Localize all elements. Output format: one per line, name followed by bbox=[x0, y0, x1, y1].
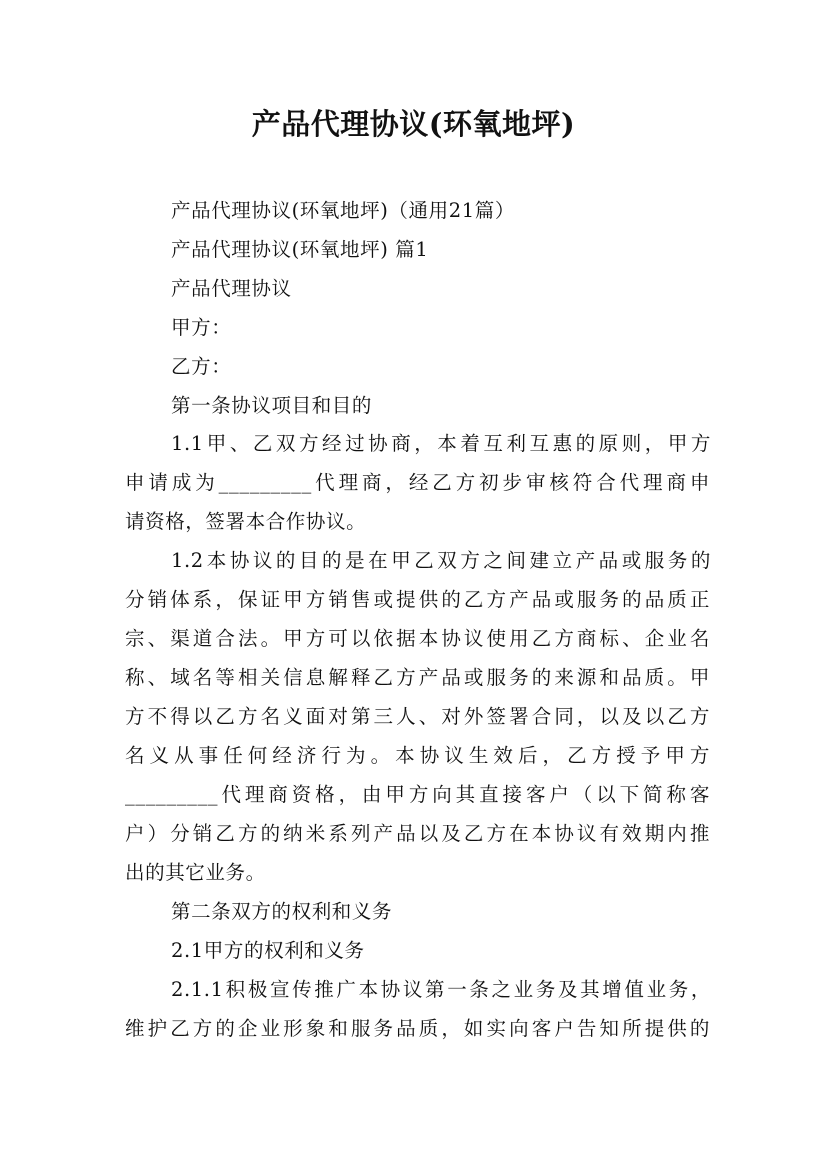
paragraph-line: 1.2本协议的目的是在甲乙双方之间建立产品或服务的 bbox=[171, 549, 711, 572]
text-line: 乙方： bbox=[171, 355, 232, 378]
paragraph-line: 出的其它业务。 bbox=[125, 861, 266, 884]
paragraph-line: 申请成为_________代理商，经乙方初步审核符合代理商申 bbox=[125, 471, 710, 494]
subsection-heading: 2.1甲方的权利和义务 bbox=[171, 939, 365, 962]
paragraph-line: 户）分销乙方的纳米系列产品以及乙方在本协议有效期内推 bbox=[125, 822, 710, 845]
paragraph-line: 1.1甲、乙双方经过协商，本着互利互惠的原则，甲方 bbox=[171, 432, 711, 455]
text-line: 产品代理协议(环氧地坪) 篇1 bbox=[171, 238, 429, 261]
document-title: 产品代理协议(环氧地坪) bbox=[251, 107, 576, 141]
text-line: 产品代理协议(环氧地坪)（通用21篇） bbox=[171, 199, 515, 222]
paragraph-line: 维护乙方的企业形象和服务品质，如实向客户告知所提供的 bbox=[125, 1017, 710, 1040]
paragraph-line: 宗、渠道合法。甲方可以依据本协议使用乙方商标、企业名 bbox=[125, 627, 710, 650]
section-heading: 第二条双方的权利和义务 bbox=[171, 900, 393, 923]
paragraph-line: 称、域名等相关信息解释乙方产品或服务的来源和品质。甲 bbox=[125, 666, 710, 689]
paragraph-line: 方不得以乙方名义面对第三人、对外签署合同，以及以乙方 bbox=[125, 705, 710, 728]
paragraph-line: _________代理商资格，由甲方向其直接客户（以下简称客 bbox=[125, 783, 710, 806]
paragraph-line: 分销体系，保证甲方销售或提供的乙方产品或服务的品质正 bbox=[125, 588, 710, 611]
text-line: 甲方： bbox=[171, 316, 232, 339]
section-heading: 第一条协议项目和目的 bbox=[171, 394, 373, 417]
paragraph-line: 名义从事任何经济行为。本协议生效后，乙方授予甲方 bbox=[125, 744, 710, 767]
paragraph-line: 2.1.1积极宣传推广本协议第一条之业务及其增值业务， bbox=[171, 978, 711, 1001]
paragraph-line: 请资格，签署本合作协议。 bbox=[125, 510, 367, 533]
text-line: 产品代理协议 bbox=[171, 277, 292, 300]
